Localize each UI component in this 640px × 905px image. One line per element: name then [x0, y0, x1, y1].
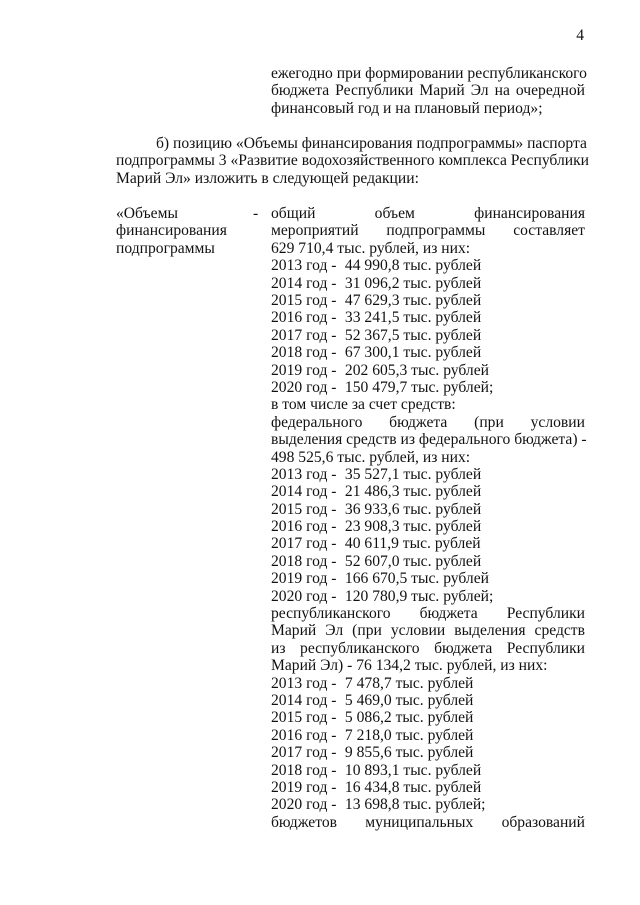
- republic-line: Марий Эл (при условии выделения средств: [271, 622, 585, 640]
- intro-line: ежегодно при формировании республиканского: [271, 65, 587, 82]
- year-amount: 40 611,9 тыс. рублей: [344, 535, 481, 553]
- republic-year-row: [271, 692, 585, 709]
- year-amount: 36 933,6 тыс. рублей: [344, 500, 482, 518]
- federal-year-row: [271, 483, 585, 500]
- total-line: мероприятий подпрограммы составляет: [271, 222, 585, 240]
- year-label: 2016 год -: [271, 726, 337, 744]
- year-label: 2014 год -: [271, 274, 337, 292]
- year-amount: 33 241,5 тыс. рублей: [344, 309, 482, 327]
- year-amount: 21 486,3 тыс. рублей: [344, 483, 482, 501]
- total-year-row: [271, 379, 585, 396]
- total-year-row: [271, 292, 585, 309]
- year-label: 2014 год -: [271, 692, 337, 710]
- year-amount: 10 893,1 тыс. рублей: [344, 761, 482, 779]
- year-amount: 7 478,7 тыс. рублей: [344, 674, 474, 692]
- intro-text: [271, 65, 585, 117]
- republic-year-row: [271, 796, 585, 813]
- year-label: 2019 год -: [271, 779, 337, 796]
- year-label: 2018 год -: [271, 552, 337, 570]
- year-label: 2020 год -: [271, 378, 337, 396]
- position-label-line: финансирования: [116, 222, 227, 240]
- total-year-row: [271, 362, 585, 379]
- total-line: общий объем финансирования: [271, 205, 585, 222]
- year-amount: 5 469,0 тыс. рублей: [344, 692, 474, 710]
- republic-year-row: [271, 709, 585, 726]
- federal-line: федерального бюджета (при условии: [271, 413, 585, 431]
- total-year-row: [271, 344, 585, 361]
- year-label: 2013 год -: [271, 674, 337, 692]
- year-label: 2018 год -: [271, 761, 337, 779]
- year-label: 2017 год -: [271, 326, 337, 344]
- financing-details: [271, 205, 585, 831]
- federal-year-row: [271, 518, 585, 535]
- republic-line: республиканского бюджета Республики: [271, 605, 585, 623]
- republic-year-row: [271, 762, 585, 779]
- year-amount: 5 086,2 тыс. рублей: [344, 709, 474, 727]
- year-amount: 44 990,8 тыс. рублей: [344, 257, 482, 275]
- total-line: 629 710,4 тыс. рублей, из них:: [271, 239, 471, 257]
- year-amount: 9 855,6 тыс. рублей: [344, 744, 474, 762]
- year-label: 2017 год -: [271, 744, 337, 762]
- republic-year-row: [271, 675, 585, 692]
- year-label: 2015 год -: [271, 709, 337, 727]
- total-year-row: [271, 275, 585, 292]
- federal-year-list: [271, 466, 585, 605]
- year-amount: 52 367,5 тыс. рублей: [344, 326, 482, 344]
- year-label: 2013 год -: [271, 465, 337, 483]
- year-label: 2013 год -: [271, 257, 337, 275]
- year-label: 2019 год -: [271, 570, 337, 588]
- federal-line: 498 525,6 тыс. рублей, из них:: [271, 448, 471, 466]
- federal-year-row: [271, 570, 585, 587]
- separator-dash: -: [253, 205, 259, 222]
- total-year-row: [271, 257, 585, 274]
- federal-line: выделения средств из федерального бюджета) -: [271, 431, 587, 449]
- intro-line: финансовый год и на плановый период»;: [271, 99, 543, 117]
- republic-year-row: [271, 727, 585, 744]
- paragraph-line: подпрограммы 3 «Развитие водохозяйственного комплекса Республики: [116, 152, 590, 170]
- year-amount: 67 300,1 тыс. рублей: [344, 344, 482, 362]
- paragraph-line: б) позицию «Объемы финансирования подпрограммы» паспорта: [156, 135, 587, 152]
- year-label: 2015 год -: [271, 291, 337, 309]
- total-year-list: [271, 257, 585, 396]
- year-label: 2016 год -: [271, 518, 337, 536]
- year-amount: 120 780,9 тыс. рублей;: [344, 587, 494, 605]
- year-label: 2020 год -: [271, 587, 337, 605]
- year-amount: 52 607,0 тыс. рублей: [344, 552, 482, 570]
- year-label: 2019 год -: [271, 361, 337, 379]
- year-amount: 16 434,8 тыс. рублей: [344, 779, 482, 796]
- year-amount: 202 605,3 тыс. рублей: [344, 361, 489, 379]
- year-amount: 166 670,5 тыс. рублей: [344, 570, 489, 588]
- federal-year-row: [271, 501, 585, 518]
- republic-line: из республиканского бюджета Республики: [271, 639, 585, 657]
- year-amount: 31 096,2 тыс. рублей: [344, 274, 482, 292]
- federal-year-row: [271, 535, 585, 552]
- total-year-row: [271, 309, 585, 326]
- year-label: 2018 год -: [271, 344, 337, 362]
- year-amount: 35 527,1 тыс. рублей: [344, 465, 482, 483]
- year-amount: 7 218,0 тыс. рублей: [344, 726, 474, 744]
- year-label: 2015 год -: [271, 500, 337, 518]
- year-label: 2016 год -: [271, 309, 337, 327]
- year-label: 2014 год -: [271, 483, 337, 501]
- total-year-row: [271, 327, 585, 344]
- year-label: 2017 год -: [271, 535, 337, 553]
- paragraph-line: Марий Эл» изложить в следующей редакции:: [116, 169, 419, 187]
- federal-year-row: [271, 588, 585, 605]
- federal-year-row: [271, 466, 585, 483]
- year-amount: 150 479,7 тыс. рублей;: [344, 378, 494, 396]
- year-amount: 13 698,8 тыс. рублей;: [344, 796, 486, 814]
- position-label: [116, 205, 259, 257]
- paragraph-b: [116, 135, 590, 187]
- intro-line: бюджета Республики Марий Эл на очередной: [271, 82, 585, 100]
- year-amount: 23 908,3 тыс. рублей: [344, 518, 482, 536]
- position-label-line: «Объемы: [116, 205, 178, 222]
- municipal-line: бюджетов муниципальных образований: [271, 813, 585, 831]
- page-number: 4: [576, 27, 584, 44]
- republic-year-row: [271, 744, 585, 761]
- including-line: в том числе за счет средств:: [271, 396, 456, 414]
- republic-year-row: [271, 779, 585, 796]
- republic-line: Марий Эл) - 76 134,2 тыс. рублей, из них:: [271, 657, 548, 675]
- republic-year-list: [271, 675, 585, 814]
- position-label-line: подпрограммы: [116, 239, 215, 257]
- year-amount: 47 629,3 тыс. рублей: [344, 291, 482, 309]
- year-label: 2020 год -: [271, 796, 337, 814]
- federal-year-row: [271, 553, 585, 570]
